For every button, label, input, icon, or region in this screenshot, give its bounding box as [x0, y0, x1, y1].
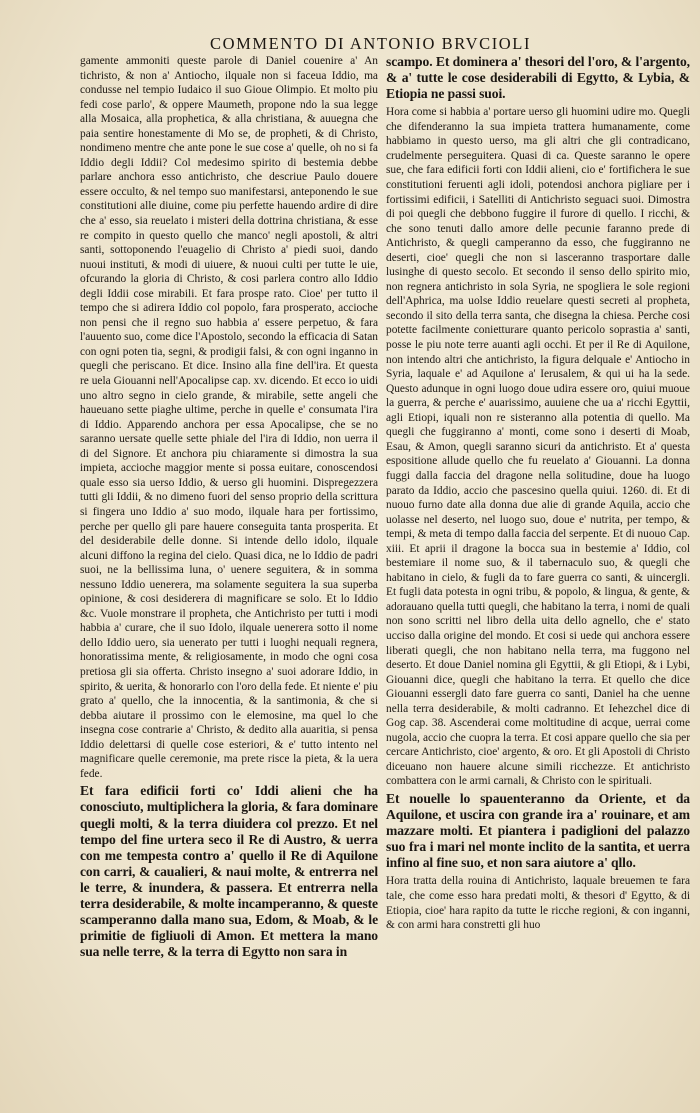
commentary-paragraph: gamente ammoniti queste parole di Daniel couenire a' An tichristo, & non a' Antiocho, ilquale non si faceua Iddio, ma condusse nel tempio Iudaico il suo Gioue Olimpio. Et molto piu fedi cose parlo', & oppere Maumeth, propone ndo la sua legge alla Mosaica, alla prophetica, & alla christiana, & auuegna che paia sentire honestamente di Mo se, de propheti, & di Christo, nondimeno mentre che ante pone le sue cose a' quelle, oh no si fa Iddio degli Iddii? Col medesimo spirito di bestemia debbe parlare anchora esso antichristo, che descriue Paulo douere essere occulto, & nel tempo suo manifestarsi, anteponendo le sue constitutioni alle diuine, come piu perfette hauendo ardire di dire che a' esso, sia reuelato i misteri della dottrina christiana, & esse re compito in questo quello che manco' negli apostoli, & altri santi, sottoponendo l'euagelio di Christo a' piedi suoi, dando nuoui instituti, & modi di uiuere, & nuoui culti per tutte le uie, ofcurando la gloria di Christo, & cosi parlera contro allo Iddio degli Iddii cose mirabili. Et fara prospe rato. Cioe' per tutto il tempo che si adirera Iddio col popolo, fara prosperato, accioche non pensi che il regno suo habbia a' essere perpetuo, & fara l'auuento suo, come dice l'Apostolo, secondo la efficacia di Satan con ogni poten tia, segni, & prodigii falsi, & con ogni inganno in quegli che periscano. Et dice. Insino alla fine dell'ira. Et questa re uela Giouanni nell'Apocalipse cap. xv. dicendo. Et ecco io uidi uno altro segno in cielo grande, & mirabile, sette angeli che haueuano sette piaghe ultime, perche in quelle e' consumata l'ira di Iddio. Apparendo anchora per essa Apocalipse, che se no saranno uersate quelle sette phiale del l'ira di Iddio, non uerra il di del Signore. Et anchora piu chiaramente si dimostra la sua impieta, accioche maggior mente si possa euitare, conoscendosi quale esso sia uerso Iddio, & uerso gli huomini. Dispregezzera tutti gli Iddii, & no dimeno fuori del senso proprio della scrittura si fingera uno Iddio a' suo modo, ilquale hara per fortissimo, perche per quello gli pare hauere conseguita tanta prosperita. Et del desiderabile delle donne. Si intende dello idolo, ilquale alcuni diffono la regina del cielo. Quasi dica, ne lo Iddio de padri suoi, ne la bellissima luna, o' uenere seguitera, & in somma nessuno Iddio uenerera, ma solamente seguitera la sua superba opinione, & cosi desiderera di magnificare se solo. Et lo Iddio &c. Vuole monstrare il propheta, che Antichristo per tutti i modi habbia a' curare, che il suo Idolo, ilquale uenerera sotto il nome dello Iddio uero, sia uenerato per tutti i luoghi nequali regnera, honoratissima mente, & religiosamente, in modo che ogni cosa pretiosa gli sia offerta. Christo insegno a' suoi adorare Iddio, in spirito, & uerita, & honorarlo con l'oro della fede. Et niente e' piu grato a' quello, che la innocentia, & la santimonia, & che si debba aiutare il prossimo con le elemosine, ma quel lo che insegna cose contrarie a' Christo, & dedito alla auaritia, si pensa Iddio delettarsi di quelle cose esteriori, & e' tutto intento nel magnificare quelle ceremonie, ma prete risce la pieta, & la uera fede.: [80, 55, 378, 780]
scripture-lemma: Et fara edificii forti co' Iddi alieni che ha conosciuto, multiplichera la gloria, & fara dominare quegli molti, & la terra diuidera col prezzo. Et nel tempo del fine urtera seco il Re di Austro, & uerra con me tempesta contro a' quello il Re di Aquilone con carri, & caualieri, & naui molte, & entrerra nel le terre, & inundera, & passera. Et entrerra nella terra desiderabile, & molte incamperanno, & queste scamperanno dalla mano sua, Edom, & Moab, & le primitie de figliuoli di Amon. Et mettera la mano sua nelle terre, & la terra di Egytto non sara in: [80, 783, 378, 960]
running-head: COMMENTO DI ANTONIO BRVCIOLI: [210, 34, 532, 53]
commentary-paragraph: Hora come si habbia a' portare uerso gli huomini udire mo. Quegli che difenderanno la sua impieta trattera humanamente, come habbiamo in questo uerso, ma gli altri che gli contradicano, crudelmente perseguitera. Quasi di ca. Queste saranno le opere sue, che fara edificii forti con Iddii alieni, cio e' fortifichera le sue constitutioni feruenti agli idoli, potendosi anchora pigliare per i fortissimi edificii, i Satelliti di Antichristo seguaci suoi. Dimostra di poi quegli che debbono fuggire il furore di quello. I ricchi, & che sono tenuti dallo amore delle pecunie faranno prede di Antichristo, & quegli camperanno da esso, che fuggiranno ne deserti, cioe' quegli che non si lasceranno trasportare dalle lusinghe di questo secolo. Et secondo il senso dello spirito mio, non regnera antichristo in sola Syria, ne spogliera le sole regioni dell'Aphrica, ma uolse Iddio reuelare questi secreti al propheta, secondo il sito della terra santa, che disegna la chiesa. Perche cosi potette facilmente conietturare quanto pericolo soprastia a' santi, posse le piu note terre auanti agli occhi. Et per il Re di Aquilone, non intendo altri che antichristo, la figura delquale e' Antiocho in Syria, laquale e' ad Aquilone a' Ierusalem, & qui ui ha la sede. Questo adunque in ogni luogo doue udira essere oro, quiui muoue la guerra, & perche e' auarissimo, auuiene che ua a' ricchi Egyttii, agli Etiopi, iquali non re sisteranno alla potentia di quello. Ma quegli che fuggiranno a' monti, come sono i deserti di Moab, Esau, & Amon, quegli saranno sicuri da antichristo. Et a' questa espositione allude quello che fu reuelato a' Giouanni. La donna fuggi dalla faccia del dragone nella solitudine, doue ha luogo parato da Iddio, accio che pascesino quella quiui. 1260. di. Et di nuouo furno date alla donna due alie di grande Aquila, accio che uolasse nel deserto, nel luogo suo, doue e' nutrita, per tempo, & tempi, & meta di tempo dalla faccia del serpente. Et di nuouo Cap. xiii. Et aprii il dragone la bocca sua in bestemie a' Iddio, col bestemiare il nome suo, & il tabernaculo suo, & quegli che habitano in cielo, & fugli da to fare guerra co santi, & uincergli. Et fugli data potesta in ogni tribu, & popolo, & lingua, & gente, & adorauano quella tutti quegli, che habitano la terra, i nomi de quali non sono scritti nel libro della uita dello agnello, che e' stato ucciso dalla origine del mondo. Et cosi si uede qui anchora essere liberati quegli, che non habitano nella terra, ma fuggono nel deserto. Et doue Daniel nomina gli Egyttii, & gli Etiopi, & i Lybi, Giouanni dice, quegli che habitano la terra. Et quello che dice Giouanni essergli dato fare guerra co santi, Daniel ha che uenne nella terra desiderabile, & molti cadranno. Et Iehezchel dice di Gog cap. 38. Ascenderai come moltitudine di acque, uerrai come nugola, accio che cuopra la terra. Et cosi appare quello che sia per cercare Antichristo, cioe' argento, & oro. Et gli Apostoli di Christo diceuano non hauere alcune simili ricchezze. Et antichristo combattera con le armi carnali, & Christo con le spirituali.: [386, 106, 690, 788]
left-column: [80, 54, 378, 1104]
commentary-paragraph: Hora tratta della rouina di Antichristo, laquale breuemen te fara tale, che come esso hara predati molti, & thesori d' Egytto, & di Etiopia, cioe' hara rapito da tutte le ricche regioni, & con inganni, & con armi hara constretti gli huo: [386, 875, 690, 932]
scripture-lemma: scampo. Et dominera a' thesori del l'oro, & l'argento, & a' tutte le cose desiderabili di Egytto, & Lybia, & Etiopia ne passi suoi.: [386, 54, 690, 102]
right-column: [386, 54, 690, 1104]
scripture-lemma: Et nouelle lo spauenteranno da Oriente, et da Aquilone, et uscira con grande ira a' rouinare, et am mazzare molti. Et piantera i padiglioni del palazzo suo fra i mari nel monte inclito de la santita, et uerra infino al fine suo, et non sara aiutore a' qllo.: [386, 790, 690, 871]
